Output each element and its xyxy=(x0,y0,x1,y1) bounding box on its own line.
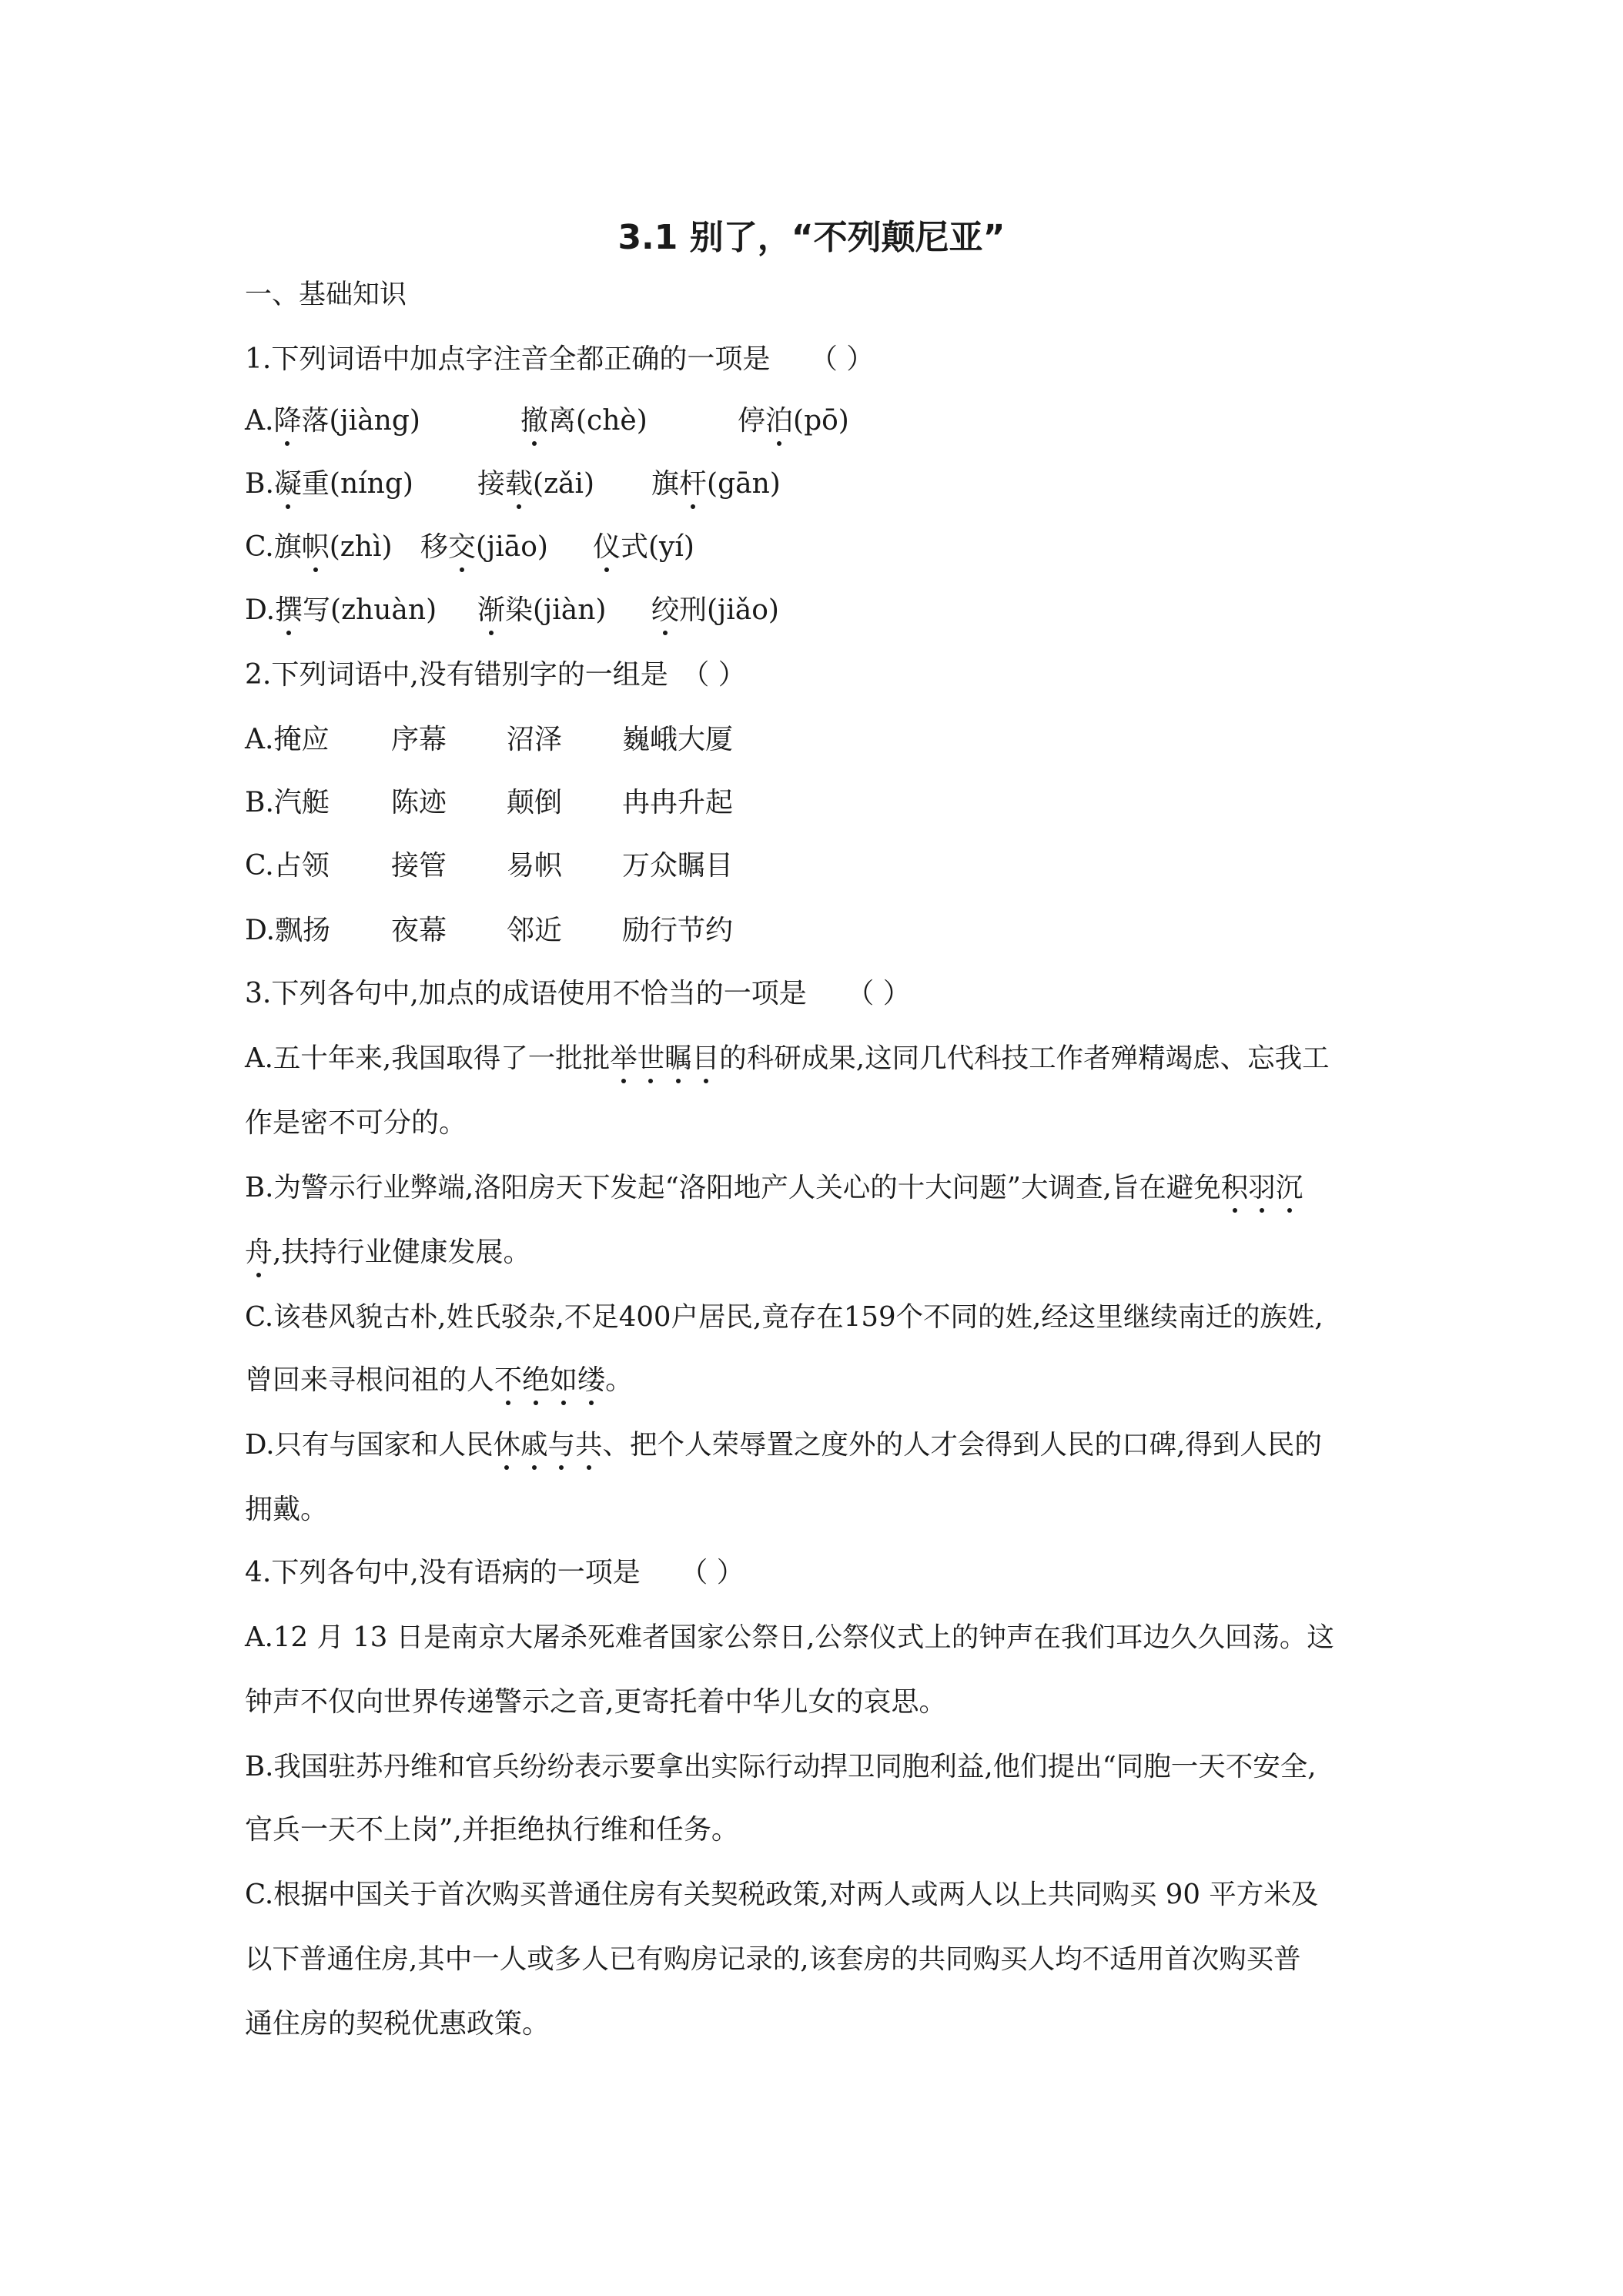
emphasis-dot-char: 如 xyxy=(550,1364,578,1396)
emphasis-dot-char: 杆 xyxy=(679,468,708,500)
emphasis-dot-char: 撰 xyxy=(275,594,303,626)
emphasis-dot-char: 渐 xyxy=(477,594,506,626)
question-3-option-d-line-2: 拥戴。 xyxy=(245,1494,329,1525)
question-text: 2.下列词语中,没有错别字的一组是 xyxy=(245,659,668,691)
question-3-option-a-line-2: 作是密不可分的。 xyxy=(245,1107,467,1139)
question-text: 1.下列词语中加点字注音全都正确的一项是 xyxy=(245,343,771,375)
question-text: 3.下列各句中,加点的成语使用不恰当的一项是 xyxy=(245,978,807,1009)
question-4-option-b-line-2: 官兵一天不上岗”,并拒绝执行维和任务。 xyxy=(245,1814,739,1846)
question-4-option-a-line-1: A.12 月 13 日是南京大屠杀死难者国家公祭日,公祭仪式上的钟声在我们耳边久久回荡。这 xyxy=(245,1622,1334,1653)
question-3-option-d-line-1: D.只有与国家和人民休戚与共、把个人荣辱置之度外的人才会得到人民的口碑,得到人民的 xyxy=(245,1429,1322,1461)
question-4-option-c-line-1: C.根据中国关于首次购买普通住房有关契税政策,对两人或两人以上共同购买 90 平方米及 xyxy=(245,1879,1319,1910)
emphasis-dot-char: 帜 xyxy=(301,531,330,563)
emphasis-dot-char: 缕 xyxy=(577,1364,606,1396)
emphasis-dot-char: 休 xyxy=(493,1429,520,1461)
emphasis-dot-char: 绝 xyxy=(522,1364,550,1396)
emphasis-dot-char: 撤 xyxy=(520,405,549,437)
emphasis-dot-char: 共 xyxy=(575,1429,603,1461)
emphasis-dot-char: 羽 xyxy=(1248,1172,1276,1203)
emphasis-dot-char: 泊 xyxy=(765,405,794,437)
emphasis-dot-char: 世 xyxy=(637,1043,665,1074)
answer-blank: （ ） xyxy=(681,659,746,691)
question-4-option-b-line-1: B.我国驻苏丹维和官兵纷纷表示要拿出实际行动捍卫同胞利益,他们提出“同胞一天不安全, xyxy=(245,1751,1317,1782)
question-4-stem xyxy=(245,1554,745,1592)
question-3-option-c-line-1: C.该巷风貌古朴,姓氏驳杂,不足400户居民,竟存在159个不同的姓,经这里继续南迁的族姓, xyxy=(245,1301,1323,1333)
question-2-option-b: B.汽艇 陈迹 颠倒 冉冉升起 xyxy=(245,787,734,818)
question-4-option-c-line-3: 通住房的契税优惠政策。 xyxy=(245,2008,550,2040)
question-3-option-b-line-1: B.为警示行业弊端,洛阳房天下发起“洛阳地产人关心的十大问题”大调查,旨在避免积羽沉 xyxy=(245,1172,1303,1203)
emphasis-dot-char: 戚 xyxy=(520,1429,548,1461)
emphasis-dot-char: 积 xyxy=(1220,1172,1249,1203)
emphasis-dot-char: 交 xyxy=(448,531,477,563)
emphasis-dot-char: 凝 xyxy=(273,468,302,500)
emphasis-dot-char: 仪 xyxy=(593,531,621,563)
answer-blank: （ ） xyxy=(680,1557,745,1588)
section-heading: 一、基础知识 xyxy=(245,279,407,310)
emphasis-dot-char: 载 xyxy=(505,468,534,500)
question-1-option-d: D.撰写(zhuàn) 渐染(jiàn) 绞刑(jiǎo) xyxy=(245,594,779,626)
question-1-option-a: A.降落(jiàng) 撤离(chè) 停泊(pō) xyxy=(245,405,849,437)
emphasis-dot-char: 举 xyxy=(610,1043,637,1074)
answer-blank: （ ） xyxy=(809,343,875,375)
question-4-option-c-line-2: 以下普通住房,其中一人或多人已有购房记录的,该套房的共同购买人均不适用首次购买普 xyxy=(245,1943,1301,1975)
page-title: 3.1 别了，“不列颠尼亚” xyxy=(617,218,1006,257)
emphasis-dot-char: 不 xyxy=(494,1364,523,1396)
emphasis-dot-char: 与 xyxy=(547,1429,576,1461)
emphasis-dot-char: 绞 xyxy=(651,594,680,626)
question-3-option-c-line-2: 曾回来寻根问祖的人不绝如缕。 xyxy=(245,1364,634,1396)
question-3-stem xyxy=(245,975,911,1013)
question-2-option-c: C.占领 接管 易帜 万众瞩目 xyxy=(245,850,734,882)
question-4-option-a-line-2: 钟声不仅向世界传递警示之音,更寄托着中华儿女的哀思。 xyxy=(245,1686,947,1718)
answer-blank: （ ） xyxy=(846,978,911,1009)
emphasis-dot-char: 舟 xyxy=(245,1237,273,1268)
emphasis-dot-char: 沉 xyxy=(1275,1172,1303,1203)
emphasis-dot-char: 降 xyxy=(273,405,302,437)
question-1-stem xyxy=(245,340,874,379)
question-1-option-c: C.旗帜(zhì) 移交(jiāo) 仪式(yí) xyxy=(245,531,694,563)
question-text: 4.下列各句中,没有语病的一项是 xyxy=(245,1557,641,1588)
question-2-option-d: D.飘扬 夜幕 邻近 励行节约 xyxy=(245,915,734,946)
emphasis-dot-char: 瞩 xyxy=(664,1043,692,1074)
question-2-stem xyxy=(245,656,746,694)
emphasis-dot-char: 目 xyxy=(691,1043,720,1074)
question-3-option-a-line-1: A.五十年来,我国取得了一批批举世瞩目的科研成果,这同几代科技工作者殚精竭虑、忘我工 xyxy=(245,1043,1330,1074)
question-3-option-b-line-2: 舟,扶持行业健康发展。 xyxy=(245,1237,531,1268)
question-2-option-a: A.掩应 序幕 沼泽 巍峨大厦 xyxy=(245,724,734,755)
question-1-option-b: B.凝重(níng) 接载(zǎi) 旗杆(gān) xyxy=(245,468,781,500)
